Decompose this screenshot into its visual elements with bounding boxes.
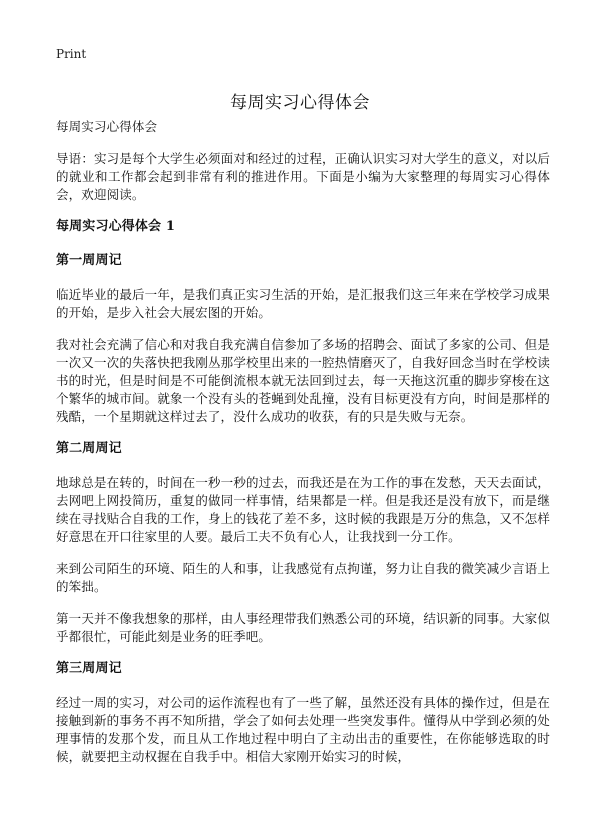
week-3-paragraph-1: 经过一周的实习，对公司的运作流程也有了一些了解，虽然还没有具体的操作过，但是在接触到新的事务不再不知所措，学会了如何去处理一些突发事件。懂得从中学到必须的处理事情的发那个发，而且从工作地过程中明白了主动出击的重要性，在你能够选取的时候，就要把主动权握在自我手中。相信大家刚开始实习的时候，: [56, 695, 550, 764]
section-heading: 每周实习心得体会 1: [56, 219, 176, 234]
document-subtitle: 每周实习心得体会: [56, 119, 158, 134]
week-2-paragraph-1: 地球总是在转的，时间在一秒一秒的过去，而我还是在为工作的事在发愁，天天去面试，去网吧上网投简历，重复的做同一样事情，结果都是一样。但是我还是没有放下，而是继续在寻找贴合自我的工作，身上的钱花了差不多，这时候的我跟是万分的焦急，又不怎样好意思在开口往家里的人要。最后工夫不负有心人，让我找到一分工作。: [56, 475, 550, 544]
intro-paragraph: 导语：实习是每个大学生必须面对和经过的过程，正确认识实习对大学生的意义，对以后的就业和工作都会起到非常有利的推进作用。下面是小编为大家整理的每周实习心得体会，欢迎阅读。: [56, 151, 550, 202]
week-1-heading: 第一周周记: [56, 253, 122, 268]
document-body: [56, 118, 550, 780]
week-2-heading: 第二周周记: [56, 441, 122, 456]
print-label[interactable]: Print: [56, 47, 87, 61]
week-2-paragraph-2: 来到公司陌生的环境、陌生的人和事，让我感觉有点拘谨，努力让自我的微笑减少言语上的笨拙。: [56, 561, 550, 594]
week-1-paragraph-2: 我对社会充满了信心和对我自我充满自信参加了多场的招聘会、面试了多家的公司、但是一次又一次的失落快把我刚丛那学校里出来的一腔热情磨灭了，自我好回念当时在学校读书的时光，但是时间是不可能倒流根本就无法回到过去，每一天拖这沉重的脚步穿梭在这个繁华的城市间。就象一个没有头的苍蝇到处乱撞，没有目标更没有方向，时间是那样的残酷，一个星期就这样过去了，没什么成功的收获，有的只是失败与无奈。: [56, 337, 550, 424]
page-title: 每周实习心得体会: [230, 93, 370, 114]
week-1-paragraph-1: 临近毕业的最后一年，是我们真正实习生活的开始，是汇报我们这三年来在学校学习成果的开始，是步入社会大展宏图的开始。: [56, 287, 550, 320]
week-3-heading: 第三周周记: [56, 661, 122, 676]
week-2-paragraph-3: 第一天并不像我想象的那样，由人事经理带我们熟悉公司的环境，结识新的同事。大家似乎都很忙，可能此刻是业务的旺季吧。: [56, 611, 550, 644]
